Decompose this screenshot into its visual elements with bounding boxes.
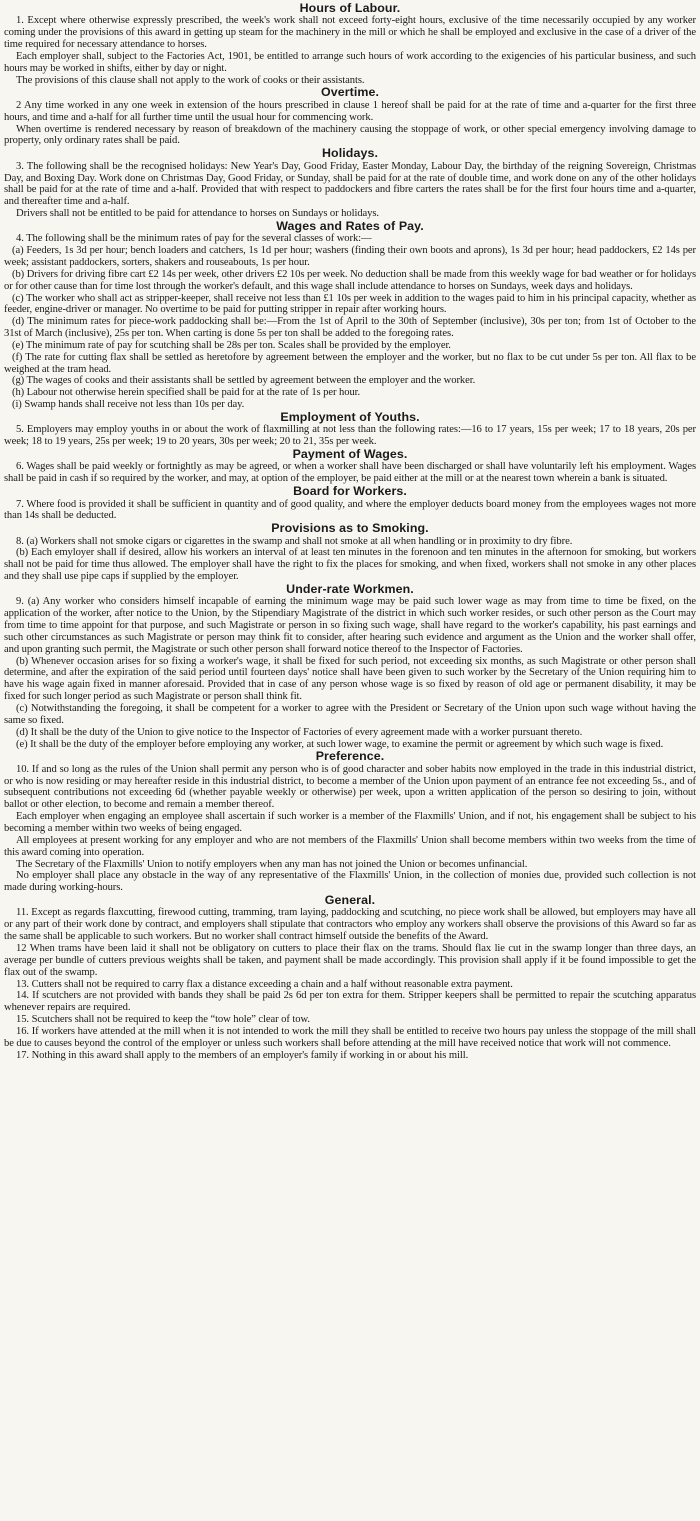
section-heading: Board for Workers. <box>293 484 407 499</box>
sub-clause-paragraph: (e) The minimum rate of pay for scutching shall be 28s per ton. Scales shall be provided by the employer. <box>12 339 451 351</box>
section-10 <box>4 894 696 1061</box>
clause-paragraph: (e) It shall be the duty of the employer before employing any worker, at such lower wage, to examine the permit or agreement by which such wage is fixed. <box>16 738 664 750</box>
sub-clause-paragraph: (f) The rate for cutting flax shall be settled as heretofore by agreement between the employer and the worker, but no flax to be cut under 5s per ton. All flax to be weighed at the tram head. <box>4 351 696 375</box>
clause-paragraph: 7. Where food is provided it shall be sufficient in quantity and of good quality, and where the employer deducts board money from the employees wages not more than 14s shall be deducted. <box>4 498 696 522</box>
clause-paragraph: 13. Cutters shall not be required to carry flax a distance exceeding a chain and a half without reasonable extra payment. <box>16 978 513 990</box>
clause-paragraph: 17. Nothing in this award shall apply to the members of an employer's family if working in or about his mill. <box>16 1049 469 1061</box>
section-heading: Holidays. <box>322 146 378 161</box>
clause-paragraph: Drivers shall not be entitled to be paid for attendance to horses on Sundays or holidays. <box>16 208 379 220</box>
section-2 <box>4 147 696 220</box>
section-8 <box>4 583 696 750</box>
section-heading: Preference. <box>315 749 385 764</box>
clause-paragraph: When overtime is rendered necessary by reason of breakdown of the machinery causing the stoppage of work, or other special emergency involving damage to property, only ordinary rates shall be paid. <box>4 123 696 147</box>
section-heading: General. <box>324 893 376 908</box>
section-heading: Employment of Youths. <box>280 409 420 424</box>
clause-paragraph: 9. (a) Any worker who considers himself incapable of earning the minimum wage may be paid such lower wage as may from time to time be fixed, on the application of the worker, after notice to the Union, by the Stipendiary Magistrate of the district in which such worker resides, or such other person as the Court may from time to time appoint for that purpose, and such Magistrate or person in so fixing such wage, shall have regard to the worker's capability, his past earnings and such other circumstances as such Magistrate or person may think fit to consider, after hearing such evidence and argument as the Union and the worker shall offer, and upon granting such permit, the Magistrate or such other person shall forward notice thereof to the Inspector of Factories. <box>4 596 696 655</box>
clause-paragraph: 14. If scutchers are not provided with bands they shall be paid 2s 6d per ton extra for them. Stripper keepers shall be permitted to repair the scutching apparatus whenever repairs are required. <box>4 990 696 1014</box>
sub-clause-paragraph: (g) The wages of cooks and their assistants shall be settled by agreement between the employer and the worker. <box>12 375 476 387</box>
clause-paragraph: The provisions of this clause shall not apply to the work of cooks or their assistants. <box>16 74 365 86</box>
clause-paragraph: (b) Each emyloyer shall if desired, allow his workers an interval of at least ten minutes in the forenoon and ten minutes in the afternoon for smoking, but workers shall not be paid for time thus allowed. The employer shall have the right to fix the places for smoking, and when fixed, workers shall not smoke in any other places and they shall use pipe caps if supplied by the employer. <box>4 547 696 583</box>
sub-clause-paragraph: (d) The minimum rates for piece-work paddocking shall be:—From the 1st of April to the 30th of September (inclusive), 30s per ton; from 1st of October to the 31st of March (inclusive), 25s per ton. When carting is done 5s per ton shall be added to the foregoing rates. <box>4 316 696 340</box>
section-heading: Provisions as to Smoking. <box>271 521 429 536</box>
section-heading: Under-rate Workmen. <box>286 582 414 596</box>
clause-paragraph: The Secretary of the Flaxmills' Union to notify employers when any man has not joined the Union or becomes unfinancial. <box>16 858 528 870</box>
clause-paragraph: 10. If and so long as the rules of the Union shall permit any person who is of good character and sober habits now employed in the trade in this industrial district, or who is now residing or may hereafter reside in this industrial district, to become a member of the Union upon payment of an entrance fee not exceeding 5s., and of subsequent contributions not exceeding 6d (whether payable weekly or otherwise) per week, upon a written application of the person so desiring to join, without ballot or other election, to become and remain a member thereof. <box>4 763 696 811</box>
clause-paragraph: (c) Notwithstanding the foregoing, it shall be competent for a worker to agree with the President or Secretary of the Union upon such wage without having the same so fixed. <box>4 703 696 726</box>
clause-paragraph: 1. Except where otherwise expressly prescribed, the week's work shall not exceed forty-eight hours, exclusive of the time necessarily occupied by any worker coming under the provisions of this award in getting up steam for the machinery in the mill or which he shall be employed and exclusive in the case of a driver of the time required for necessary attendance to horses. <box>4 15 696 51</box>
clause-paragraph: 12 When trams have been laid it shall not be obligatory on cutters to place their flax on the trams. Should flax lie cut in the swamp longer than three days, an average per bundle of cutters previous weights shall be taken, and payment shall be made accordingly. This provision shall apply if it be found impossible to get the flax out of the swamp. <box>4 943 696 978</box>
clause-paragraph: 6. Wages shall be paid weekly or fortnightly as may be agreed, or when a worker shall have been discharged or shall have voluntarily left his employment. Wages shall be paid in cash if so required by the worker, and may, at option of the employer, be paid either at the mill or at the nearest town wherein a bank is situated. <box>4 461 696 485</box>
sub-clause-paragraph: (b) Drivers for driving fibre cart £2 14s per week, other drivers £2 10s per week. No deduction shall be made from this weekly wage for bad weather or for holidays or for other cause than for time lost through the worker's default, and this wage shall include attendance to horses on Sundays, week days and holidays. <box>4 268 696 292</box>
clause-paragraph: 16. If workers have attended at the mill when it is not intended to work the mill they shall be entitled to receive two hours pay unless the stoppage of the mill shall be due to causes beyond the control of the employer or unless such workers shall before attending at the mill have received notice that work will not commence. <box>4 1025 696 1049</box>
clause-paragraph: 5. Employers may employ youths in or about the work of flaxmilling at not less than the following rates:—16 to 17 years, 15s per week; 17 to 18 years, 20s per week; 18 to 19 years, 25s per week; 19 to 20 years, 30s per week; 20 to 21, 35s per week. <box>4 424 696 448</box>
clause-paragraph: 8. (a) Workers shall not smoke cigars or cigarettes in the swamp and shall not smoke at all when handling or in proximity to dry fibre. <box>16 535 573 547</box>
sub-clause-paragraph: (i) Swamp hands shall receive not less than 10s per day. <box>12 399 245 411</box>
section-7 <box>4 522 696 583</box>
clause-paragraph: No employer shall place any obstacle in the way of any representative of the Flaxmills' Union, in the collection of monies due, provided such collection is not made during working-hours. <box>4 870 696 894</box>
section-6 <box>4 485 696 522</box>
section-heading: Wages and Rates of Pay. <box>276 218 424 233</box>
sub-clause-paragraph: (a) Feeders, 1s 3d per hour; bench loaders and catchers, 1s 1d per hour; washers (finding their own boots and aprons), 1s 3d per hour; head paddockers, £2 14s per week; assistant paddockers, sorters, shakers and rouseabouts, 1s per hour. <box>4 245 696 268</box>
clause-paragraph: Each employer shall, subject to the Factories Act, 1901, be entitled to arrange such hours of work according to the exigencies of his particular business, and such hours may be worked in shifts, either by day or night. <box>4 50 696 74</box>
clause-paragraph: Each employer when engaging an employee shall ascertain if such worker is a member of the Flaxmills' Union, and if not, his engagement shall be subject to his becoming a member within two weeks of being engaged. <box>4 811 696 834</box>
section-heading: Overtime. <box>320 85 380 100</box>
section-1 <box>4 86 696 147</box>
section-4 <box>4 411 696 448</box>
clause-paragraph: 15. Scutchers shall not be required to keep the “tow hole” clear of tow. <box>16 1014 310 1026</box>
section-3 <box>4 220 696 411</box>
clause-paragraph: 2 Any time worked in any one week in extension of the hours prescribed in clause 1 hereof shall be paid for at the rate of time and a-quarter for the first three hours, and time and a-half for all further time until the usual hour for commencing work. <box>4 99 696 123</box>
sub-clause-paragraph: (h) Labour not otherwise herein specified shall be paid for at the rate of 1s per hour. <box>12 387 361 399</box>
clause-paragraph: 3. The following shall be the recognised holidays: New Year's Day, Good Friday, Easter Monday, Labour Day, the birthday of the reigning Sovereign, Christmas Day, and Boxing Day. Work done on Christmas Day, Good Friday, or Sunday, shall be paid for at the rate of double time, and work done on any of the other holidays shall be paid for at the rate of time and a-half. Provided that with respect to paddockers and fibre carters the rates shall be for the first four hours time and a-quarter, and thereafter time and a-half. <box>4 160 696 208</box>
section-heading: Hours of Labour. <box>299 1 401 15</box>
section-0 <box>4 2 696 86</box>
sub-clause-paragraph: (c) The worker who shall act as stripper-keeper, shall receive not less than £1 10s per week in addition to the wages paid to him in his principal capacity, whether as feeder, engine-driver or manager. No overtime to be paid for putting stripper in repair after working hours. <box>4 292 696 316</box>
section-heading: Payment of Wages. <box>292 447 408 462</box>
clause-paragraph: (b) Whenever occasion arises for so fixing a worker's wage, it shall be fixed for such period, not exceeding six months, as such Magistrate or other person shall determine, and after the expiration of the said period until fourteen days' notice shall have been given to such worker by the Secretary of the Union requiring him to have his wage again fixed in manner aforesaid. Provided that in case of any person whose wage is so fixed by reason of old age or permanent disability, it may be fixed for such longer period as such Magistrate or person shall think fit. <box>4 655 696 703</box>
section-9 <box>4 750 696 894</box>
clause-paragraph: All employees at present working for any employer and who are not members of the Flaxmills' Union shall become members within two weeks from the time of this award coming into operation. <box>4 834 696 858</box>
clause-paragraph: (d) It shall be the duty of the Union to give notice to the Inspector of Factories of every agreement made with a worker pursuant thereto. <box>16 726 583 738</box>
section-5 <box>4 448 696 485</box>
clause-paragraph: 4. The following shall be the minimum rates of pay for the several classes of work:— <box>16 233 372 245</box>
clause-paragraph: 11. Except as regards flaxcutting, firewood cutting, tramming, tram laying, paddocking and scutching, no piece work shall be allowed, but employers may have all or any part of their work done by contract, and employers shall stipulate that contractors who employ any workers shall observe the provisions of this Award so far as the same shall be applicable to such workers. But no worker shall contract himself outside the benefits of the Award. <box>4 907 696 943</box>
